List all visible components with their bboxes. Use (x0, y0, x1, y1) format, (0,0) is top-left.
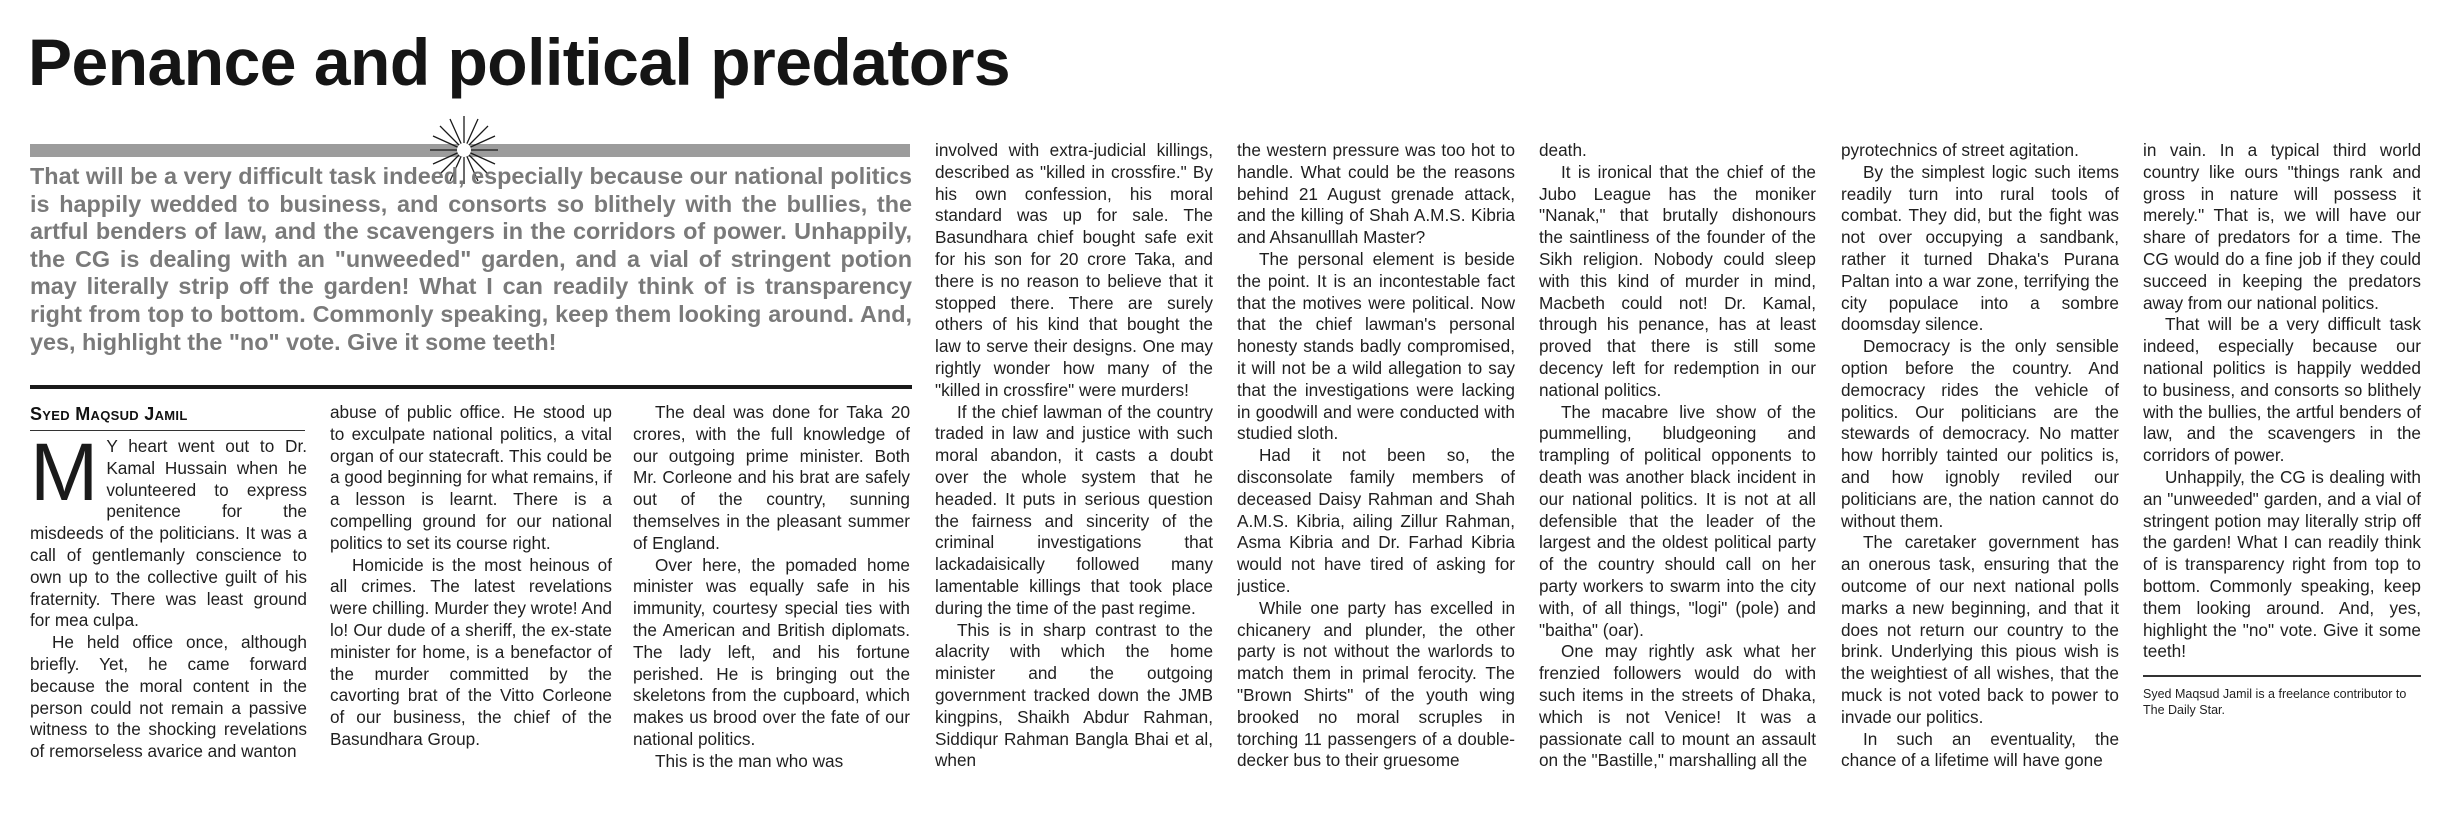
paragraph: Homicide is the most heinous of all crimes. The latest revelations were chilling. Murder they wrote! And lo! Our dude of a sheriff, the ex-state minister for home, is a benefactor of the murder committed by the cavorting brat of the Vitto Corleone of our business, the chief of the Basundhara Group. (330, 554, 612, 749)
paragraph: the western pressure was too hot to handle. What could be the reasons behind 21 August grenade attack, and the killing of Shah A.M.S. Kibria and Ahsanulllah Master? (1237, 140, 1515, 248)
paragraph: The deal was done for Taka 20 crores, with the full knowledge of our outgoing prime minister. Both Mr. Corleone and his brat are safely out of the country, sunning themselves in the pleasant summer of England. (633, 402, 910, 553)
paragraph: The caretaker government has an onerous task, ensuring that the outcome of our next national polls marks a new beginning, and that it does not return our country to the brink. Underlying this pious wish is the weightiest of all wishes, that the muck is not voted back to power to invade our politics. (1841, 532, 2119, 727)
article-column-1 (30, 436, 307, 828)
article-column-6 (1539, 140, 1816, 828)
article-headline: Penance and political predators (28, 25, 1011, 99)
paragraph: involved with extra-judicial killings, described as "killed in crossfire." By his own confession, his moral standard was up for sale. The Basundhara chief bought safe exit for his son for 20 crore Taka, and there is no reason to believe that it stopped there. There are surely others of his kind that bought the law to serve their designs. One may rightly wonder how many of the "killed in crossfire" were murders! (935, 140, 1213, 400)
paragraph: in vain. In a typical third world country like ours "things rank and gross in nature will possess it merely." That is, we will have our share of predators for a time. The CG would do a fine job if they could succeed in keeping the predators away from our national politics. (2143, 140, 2421, 313)
paragraph: It is ironical that the chief of the Jubo League has the moniker "Nanak," that brutally dishonours the saintliness of the founder of the Sikh religion. Nobody could sleep with this kind of murder in mind, Macbeth could not! Dr. Kamal, through his penance, has at least proved that there is still some decency left for redemption in our national politics. (1539, 161, 1816, 400)
paragraph: By the simplest logic such items readily turn into rural tools of combat. They did, but the fight was not over occupying a sandbank, rather it turned Dhaka's Purana Paltan into a war zone, terrifying the city populace into a sombre doomsday silence. (1841, 161, 2119, 335)
article-column-2 (330, 402, 612, 828)
paragraph: This is in sharp contrast to the alacrity with which the home minister and the outgoing government tracked down the JMB kingpins, Shaikh Abdur Rahman, Siddiqur Rahman Bangla Bhai et al, when (935, 619, 1213, 771)
article-end-rule (2143, 675, 2421, 677)
article-column-4 (935, 140, 1213, 828)
paragraph: Y heart went out to Dr. Kamal Hussain when he volunteered to express penitence for the misdeeds of the politicians. It was a call of gentlemanly conscience to own up to the collective guilt of his fraternity. There was least ground for mea culpa. (30, 436, 307, 631)
paragraph: Had it not been so, the disconsolate family members of deceased Daisy Rahman and Shah A.M.S. Kibria, ailing Zillur Rahman, Asma Kibria and Dr. Farhad Kibria would not have tired of asking for justice. (1237, 445, 1515, 596)
paragraph: The personal element is beside the point. It is an incontestable fact that the motives were political. Now that the chief lawman's personal honesty stands badly compromised, it will not be a wild allegation to say that the investigations were lacking in goodwill and were conducted with studied sloth. (1237, 248, 1515, 444)
byline-divider (30, 430, 305, 431)
paragraph: While one party has excelled in chicanery and plunder, the other party is not without the warlords to match them in primal ferocity. The "Brown Shirts" of the youth wing brooked no moral scruples in torching 11 passengers of a double-decker bus to their gruesome (1237, 597, 1515, 771)
paragraph: Unhappily, the CG is dealing with an "unweeded" garden, and a vial of stringent potion may literally strip off the garden! What I can readily think of is transparency right from top to bottom. Commonly speaking, keep them looking around. And, yes, highlight the "no" vote. Give it some teeth! (2143, 466, 2421, 662)
author-credit: Syed Maqsud Jamil is a freelance contributor to The Daily Star. (2143, 687, 2407, 717)
paragraph: That will be a very difficult task indeed, especially because our national politics is happily wedded to business, and consorts so blithely with the bullies, the artful benders of law, and the scavengers in the corridors of power. (2143, 314, 2421, 466)
article-column-8 (2143, 140, 2421, 672)
article-column-5 (1237, 140, 1515, 828)
paragraph: Democracy is the only sensible option before the country. And democracy rides the vehicle of politics. Our politicians are the stewards of democracy. No matter how horribly tainted our politics is, and how ignobly reviled our politicians are, the nation cannot do without them. (1841, 336, 2119, 531)
paragraph: death. (1539, 140, 1587, 160)
paragraph: In such an eventuality, the chance of a lifetime will have gone (1841, 728, 2119, 771)
paragraph: The macabre live show of the pummelling, bludgeoning and trampling of political opponents to death was another black incident in our national politics. It is not at all defensible that the leader of the largest and the oldest political party of the country should call on her party workers to swarm into the city with, of all things, "logi" (pole) and "baitha" (oar). (1539, 401, 1816, 640)
article-deck: That will be a very difficult task indeed, especially because our national politics is happily wedded to business, and consorts so blithely with the bullies, the artful benders of law, and the scavengers in the corridors of power. Unhappily, the CG is dealing with an "unweeded" garden, and a vial of stringent potion may literally strip off the garden! What I can readily think of is transparency right from top to bottom. Commonly speaking, keep them looking around. And, yes, highlight the "no" vote. Give it some teeth! (30, 163, 912, 355)
byline: Syed Maqsud Jamil (30, 404, 188, 424)
paragraph: This is the man who was (655, 750, 844, 771)
paragraph: If the chief lawman of the country traded in law and justice with such moral abandon, it casts a doubt over the whole system that he headed. It puts in serious question the fairness and sincerity of the criminal investigations that lackadaisically followed many lamentable killings that took place during the time of the past regime. (935, 401, 1213, 618)
paragraph: abuse of public office. He stood up to exculpate national politics, a vital organ of our statecraft. This could be a good beginning for what remains, if a lesson is learnt. There is a compelling ground for our national politics to set its course right. (330, 402, 612, 553)
deck-divider (30, 385, 912, 389)
paragraph: Over here, the pomaded home minister was equally safe in his immunity, courtesy special ties with the American and British diplomats. The lady left, and his fortune perished. He is bringing out the skeletons from the cupboard, which makes us brood over the fate of our national politics. (633, 554, 910, 749)
article-column-3 (633, 402, 910, 828)
paragraph: One may rightly ask what her frenzied followers would do with such items in the streets of Dhaka, which is not Venice! It was a passionate call to mount an assault on the "Bastille," marshalling all the (1539, 641, 1816, 771)
paragraph: He held office once, although briefly. Yet, he came forward because the moral content in the person could not remain a passive witness to the shocking revelations of remorseless avarice and wanton (30, 632, 307, 762)
drop-cap: M (30, 436, 99, 518)
paragraph: pyrotechnics of street agitation. (1841, 140, 2079, 160)
article-column-7 (1841, 140, 2119, 828)
